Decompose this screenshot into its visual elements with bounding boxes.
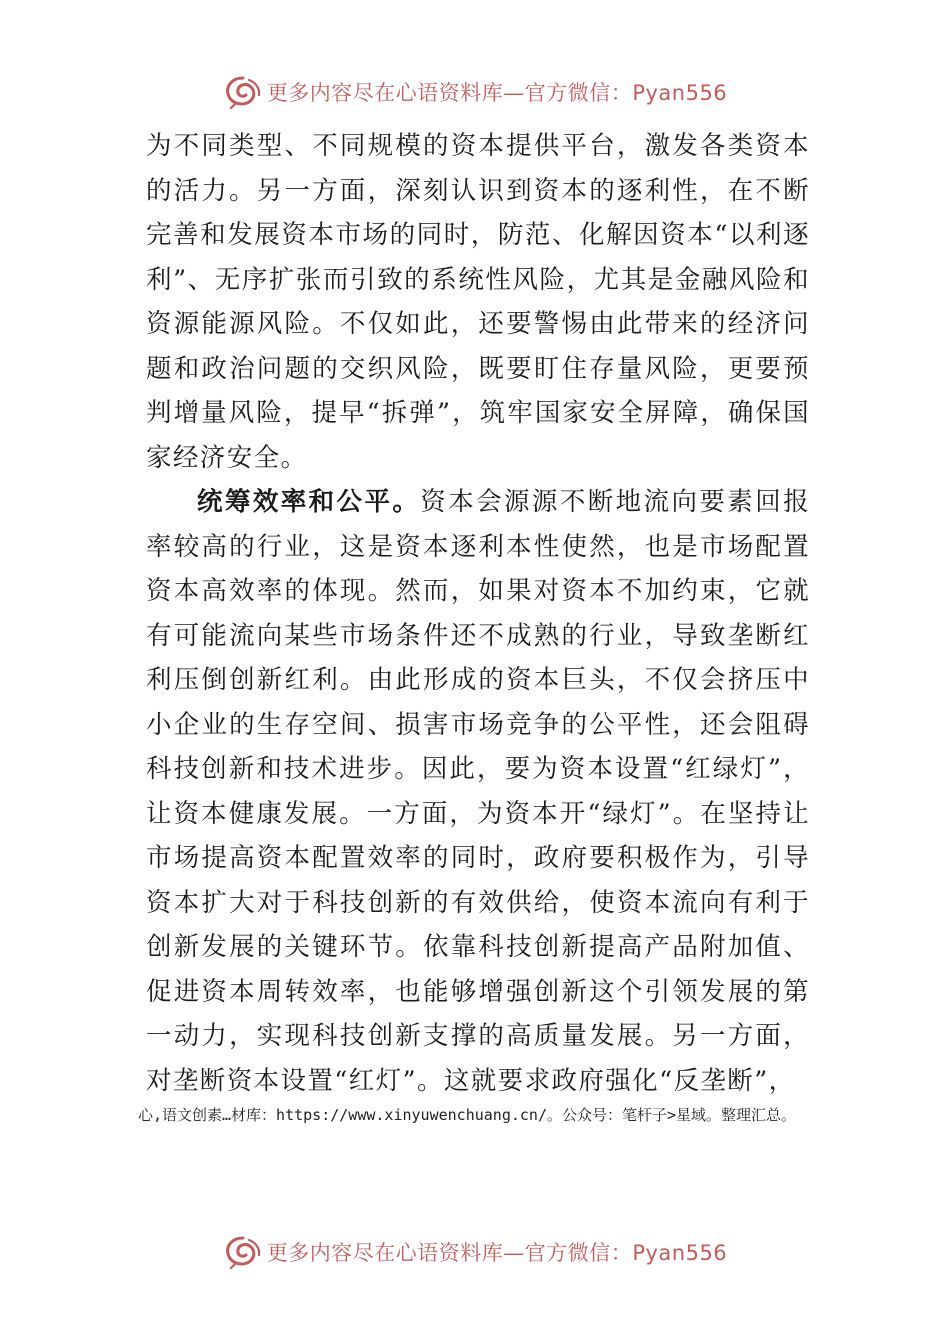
- paragraph-1-text: 为不同类型、不同规模的资本提供平台，激发各类资本的活力。另一方面，深刻认识到资本的逐利性，在不断完善和发展资本市场的同时，防范、化解因资本“以利逐利”、无序扩张而引致的系统性风险，尤其是金融风险和资源能源风险。不仅如此，还要警惕由此带来的经济问题和政治问题的交织风险，既要盯住存量风险，更要预判增量风险，提早“拆弹”，筑牢国家安全屏障，确保国家经济安全。: [146, 131, 810, 473]
- paragraph-2-text: 资本会源源不断地流向要素回报率较高的行业，这是资本逐利本性使然，也是市场配置资本高效率的体现。然而，如果对资本不加约束，它就有可能流向某些市场条件还不成熟的行业，导致垄断红利压倒创新红利。由此形成的资本巨头，不仅会挤压中小企业的生存空间、损害市场竞争的公平性，还会阻碍科技创新和技术进步。因此，要为资本设置“红绿灯”，让资本健康发展。一方面，为资本开“绿灯”。在坚持让市场提高资本配置效率的同时，政府要积极作为，引导资本扩大对于科技创新的有效供给，使资本流向有利于创新发展的关键环节。依靠科技创新提高产品附加值、促进资本周转效率，也能够增强创新这个引领发展的第一动力，实现科技创新支撑的高质量发展。另一方面，对垄断资本设置“红灯”。这就要求政府强化“反垄断”，: [146, 487, 810, 1096]
- swirl-logo-icon: [223, 74, 263, 110]
- watermark-header: [0, 72, 950, 112]
- watermark-text: 更多内容尽在心语资料库—官方微信：: [266, 1241, 633, 1265]
- swirl-logo-icon: [223, 1234, 263, 1270]
- document-body: [146, 124, 810, 1103]
- watermark-wechat-id: Pyan556: [632, 81, 728, 105]
- paragraph-1: [146, 124, 810, 480]
- source-footnote: 心,语文创素…材库：https://www.xinyuwenchuang.cn/。公众号：笔杆子>星域。整理汇总。: [138, 1106, 797, 1124]
- watermark-text: 更多内容尽在心语资料库—官方微信：: [266, 81, 633, 105]
- watermark-wechat-id: Pyan556: [632, 1241, 728, 1265]
- paragraph-2: [146, 480, 810, 1103]
- paragraph-2-heading: 统筹效率和公平。: [197, 487, 421, 517]
- watermark-footer: [0, 1232, 950, 1272]
